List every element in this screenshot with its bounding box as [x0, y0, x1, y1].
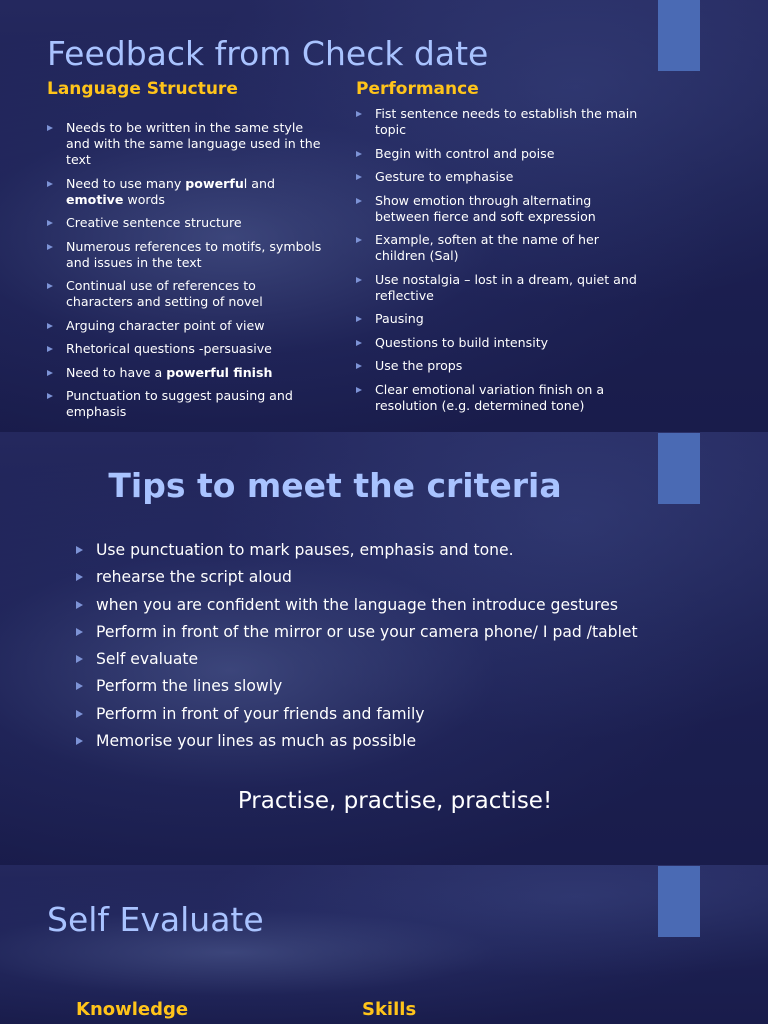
bullet-arrow-icon — [356, 340, 362, 346]
column-heading-knowledge: Knowledge — [76, 999, 189, 1020]
bullet-arrow-icon — [47, 393, 53, 399]
slide-title: Feedback from Check date — [47, 34, 489, 73]
slide-feedback — [0, 0, 768, 432]
bullet-arrow-icon — [47, 323, 53, 329]
bullet-arrow-icon — [356, 277, 362, 283]
list-item: when you are confident with the language then introduce gestures — [76, 592, 716, 619]
bullet-arrow-icon — [47, 346, 53, 352]
bullet-arrow-icon — [76, 546, 83, 554]
bullet-arrow-icon — [76, 682, 83, 690]
bullet-arrow-icon — [356, 174, 362, 180]
tips-list — [76, 537, 716, 755]
bullet-arrow-icon — [47, 370, 53, 376]
accent-bar — [658, 866, 700, 937]
slide-self-evaluate — [0, 865, 768, 1024]
bullet-arrow-icon — [76, 573, 83, 581]
list-item: Rhetorical questions -persuasive — [47, 341, 322, 357]
closing-message: Practise, practise, practise! — [237, 788, 553, 814]
list-item: Numerous references to motifs, symbols and issues in the text — [47, 239, 322, 271]
bullet-arrow-icon — [47, 181, 53, 187]
language-structure-list — [47, 120, 322, 428]
list-item: Creative sentence structure — [47, 215, 322, 231]
bullet-arrow-icon — [47, 125, 53, 131]
list-item: Arguing character point of view — [47, 318, 322, 334]
bullet-arrow-icon — [76, 628, 83, 636]
list-item: Fist sentence needs to establish the main topic — [356, 106, 646, 138]
list-item: Example, soften at the name of her children (Sal) — [356, 232, 646, 264]
list-item: Perform in front of your friends and family — [76, 701, 716, 728]
bullet-arrow-icon — [356, 198, 362, 204]
bullet-arrow-icon — [356, 316, 362, 322]
list-item: Needs to be written in the same style and with the same language used in the text — [47, 120, 322, 168]
list-item: Use the props — [356, 358, 646, 374]
list-item: Perform in front of the mirror or use your camera phone/ I pad /tablet — [76, 619, 716, 646]
column-heading-performance: Performance — [356, 79, 479, 99]
slide-tips — [0, 432, 768, 865]
list-item: Use nostalgia – lost in a dream, quiet and reflective — [356, 272, 646, 304]
bullet-arrow-icon — [47, 244, 53, 250]
bullet-arrow-icon — [356, 111, 362, 117]
list-item: Need to have a powerful finish — [47, 365, 322, 381]
bullet-arrow-icon — [47, 220, 53, 226]
list-item: Self evaluate — [76, 646, 716, 673]
list-item: Need to use many powerful and emotive words — [47, 176, 322, 208]
slide-title: Tips to meet the criteria — [108, 466, 562, 505]
column-heading-skills: Skills — [362, 999, 417, 1020]
list-item: Continual use of references to characters and setting of novel — [47, 278, 322, 310]
column-heading-language-structure: Language Structure — [47, 79, 238, 99]
slide-title: Self Evaluate — [47, 900, 264, 939]
list-item: Punctuation to suggest pausing and emphasis — [47, 388, 322, 420]
list-item: Pausing — [356, 311, 646, 327]
list-item: Begin with control and poise — [356, 146, 646, 162]
bullet-arrow-icon — [356, 237, 362, 243]
bullet-arrow-icon — [76, 737, 83, 745]
bullet-arrow-icon — [76, 710, 83, 718]
bullet-arrow-icon — [356, 151, 362, 157]
list-item: Perform the lines slowly — [76, 673, 716, 700]
performance-list — [356, 106, 646, 421]
list-item: Memorise your lines as much as possible — [76, 728, 716, 755]
bullet-arrow-icon — [47, 283, 53, 289]
bullet-arrow-icon — [356, 387, 362, 393]
list-item: Gesture to emphasise — [356, 169, 646, 185]
list-item: Questions to build intensity — [356, 335, 646, 351]
list-item: Use punctuation to mark pauses, emphasis and tone. — [76, 537, 716, 564]
bullet-arrow-icon — [76, 601, 83, 609]
bullet-arrow-icon — [76, 655, 83, 663]
accent-bar — [658, 0, 700, 71]
list-item: Clear emotional variation finish on a resolution (e.g. determined tone) — [356, 382, 646, 414]
list-item: rehearse the script aloud — [76, 564, 716, 591]
bullet-arrow-icon — [356, 363, 362, 369]
list-item: Show emotion through alternating between fierce and soft expression — [356, 193, 646, 225]
